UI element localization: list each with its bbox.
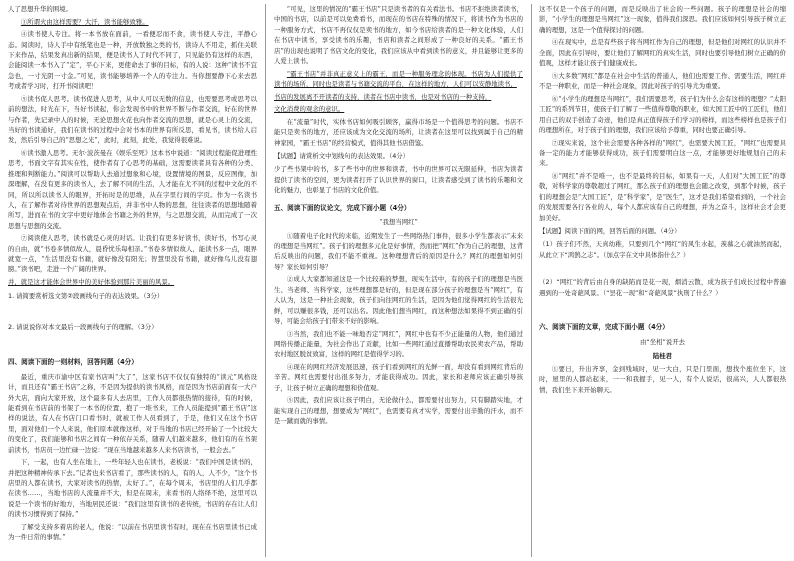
paragraph: ③当然，我们也不能一味地否定“网红”，网红中也有不少正能量的人物，他们通过网络传播正能量，为社会作出了贡献，比如一些网红通过直播帮助农民卖农产品，帮助农村地区脱贫致富，这样的网红是值得学习的。 xyxy=(274,329,523,359)
paragraph: ①要日，升出齐享，金到残域时，见一大白，只是门里面，想找个座位坐下，这时，屋里的人都站起来，一一和我握手，见一人，有个人说话，很高兴，人人都很热情，我们坐下来开始聊天。 xyxy=(539,364,786,394)
paragraph-underlined: ③所谓火由这样需要？大汗，读书能够致雅。 xyxy=(20,17,149,26)
paragraph: ⑤读书促人思考。读书促进人思考，从中人可以无数的信息，也需要思考或思考以前的想法，时光在下，当好书读起，你会发现书中的世界不断与作者交流，好在的世界与作者，先记录中人的时候，无论思想火花也向作者交流的思想，就是心灵上的交流，当好的书读通好，我们在读书的过程中会对书本的世界有所反思，看见书，读书给人启发，然后引导自己的“思想之光”，此时，此刻，此处，我觉得很难说。 xyxy=(8,94,257,145)
column-divider xyxy=(531,4,532,557)
paragraph-underlined: “霸王书店”并非真正意义上的霸王，而是一种服务理念的体现。书店为人们提供了读书的场所，同时也是读者与书籍交流的平台，在这样的地方，人们可以安静地读书， xyxy=(274,69,523,88)
answer-space[interactable] xyxy=(8,304,257,319)
paragraph: 在“流量”时代，实体书店如何吸引顾客，赢得市场是一个值得思考的问题。书店不能只是卖书的地方，还应该成为文化交流的场所，让读者在这里可以找到属于自己的精神家园，“霸王书店”的经营模式，值得其他书店借鉴。 xyxy=(274,117,523,147)
column-right xyxy=(535,4,790,557)
paragraph: ④现在的网红经济发展迅速，孩子们看到网红的光鲜一面，却没有看到网红背后的辛苦。网红也需要付出很多努力，才能获得成功。因此，家长和老师应该正确引导孩子，让孩子树立正确的理想和价值观。 xyxy=(274,363,523,392)
sub-question: （2）“网红”的背后由自身的缺陷而是花一现，烟消云散，成为孩子们成长过程中普遍遇到的一处奇葩风景。（“昙花一现”和“奇葩风景”执刑了什么？） xyxy=(539,278,786,297)
paragraph: ④在现实中，总是有些孩子将当网红作为自己的理想，但是他们对网红的认识并不全面，因此在引导时，要让他们了解网红的真实生活，同时也要引导他们树立正确的价值观，这样才能让孩子们健康成长。 xyxy=(539,38,786,68)
column-left xyxy=(4,4,261,557)
question-2: 2. 请说说你对本文最后一段画线句子的理解。（3分） xyxy=(8,322,158,331)
paragraph: 了解受支持多着店的老人，他说：“以前在书店里读书有时，现在在书店里读书已成为一件日常的事情。” xyxy=(8,522,257,542)
paragraph: ⑦现实来说，这个社会需要各种各样的“网红”，也需要大国工匠，“网红”也需要具备一定的能力才能够获得成功，孩子们需要明白这一点，才能够更好地规划自己的未来。 xyxy=(539,138,786,168)
paragraph: ④读书使人专注。将一本书放在面前，一看便忍而不食，读书使人专注，平静心态。阅读时，诗人手中有纸笔也是一种，开放数独之类的书，读诗人不用走，抓住关联下来作品，结果发真出新的结果，便是读书人了时代不同了，只见能仍有这样的东西，会能阅读一本书入了“定”，平心下来，更使命去了事的目标，有的人说：这种“读书不宜急也，一寸光阴一寸金。”可见，读书能够培养一个人的专注力。当你想要静下心来去思考或者学习时，打开书阅读吧！ xyxy=(8,30,257,91)
paragraph: ②成人大家都知道这是一个比较难的梦想，现实生活中，有的孩子们的理想是当医生、当老师、当科学家，这些理想都是好的，但是现在部分孩子的理想是当“网红”，有人认为，这是一种社会现象，孩子们向往网红的生活，是因为他们觉得网红的生活很光鲜，可以赚很多钱，还可以出名。因此他们想当网红，而这种想法如果得不到正确的引导，可能会给孩子们带来不好的影响。 xyxy=(274,275,523,325)
question: 【试题】请赏析文中划线句的表达效果。（4分） xyxy=(274,152,410,161)
section-heading: 五、阅读下面的议论文，完成下面小题（4分） xyxy=(274,203,411,212)
article-title: “我想当网红” xyxy=(379,218,418,227)
answer-text: 少了些书架中的书，多了些书中的世界和读者，书中的世界可以无限延伸，书店为读者提供了读书的空间，更为读者打开了认识世界的窗口，让读者感受到了读书的乐趣和文化的魅力，也彰显了书店的文化价值。 xyxy=(274,165,523,195)
paragraph: ⑥读书激人思考。无尔·波茨曼在《娱乐至死》这本书中说道：“阅读过程能促进理性思考，书面文字有其实在性，使作者有了心思考的基础，这需要读者具有各种的分类、推理和判断能力。”阅读可以帮助人去通过想象和心境，设置情境的图景，反应图像，加深理解，在没有更多的读书人，去了解不同的生活，人才能在尤不同的过程中文化的不同，所以所以读书人的眼界，开拓时是的思维，从在字里行间的字页。作为一名读书人，在了解作者对待世界的思想观点后，并非书中人物的思想，往往读者的思想地随着所写，进而在书的文字中更好地体会书籍之外的世界，与之思想交流，从而完成了一次思想与思想的交流。 xyxy=(8,149,257,230)
paragraph: 人了思想升华的围境。 xyxy=(8,5,72,13)
answer-space[interactable] xyxy=(8,335,257,350)
paragraph: 下，一起，也有人坐在地上，一些年轻人也在读书，老板说：“我们中国是读书的，并把这种精神传承下去。”记者也来书店看了，那些读书的人，有的人，人不少，“这个书店里的人都在读书，大家对读书的热情，太好了。”，在每个周末，书店里的人们几乎都在读书……，当地书店的人流量并不大，但是在周末，来看书的人络绎不绝，这里可以说是一个读书的好地方，当地居民还说：“我们这里有读书的老传统，书店的存在让人们的读书习惯得到了保持。” xyxy=(8,458,257,519)
paragraph: 最近，重庆市渝中区有家书店叫“大了”，这家书店不仅仅有独特的“读元”风格设计，而且还有“霸王书店”之称，不是因为提供的读书风格，而是因为书店前面有一大户外大店，面向大家开放，这个最多有人去店里，工作人员都很热情的接待，有的时候，能看到在书店前的书架了一本书的位置，抱了一堆书来，工作人员能提到“霸王书店”这样的说法，有人在书店门口看书时，就被工作人员看到了，于是，他们又在这个书店里，面对他们一个人来说，他们原本就像这样，对于当地的书店已经开始了一个比较大的变化了，我们能够和书店之间有一种依存关系，随着人们越来越多，他们有的在书架前读书，书店员一边忙碌一边说：“现在当地越来越多人来书店读书，一般会去。” xyxy=(8,372,257,454)
article-title: 由“坐相”说开去 xyxy=(640,338,685,347)
answer-space[interactable] xyxy=(539,262,786,277)
question-1: 1. 请简要赏析选文第②段画线句子的表达效果。（3分） xyxy=(8,291,164,300)
paragraph: ⑧“网红”并不是唯一，也不是最终的目标，如果有一天，人们对“大国工匠”的尊敬，对科学家的尊敬超过了网红，那么孩子们的理想也会随之改变，到那个时候，孩子们的理想会是“大国工匠”，是“科学家”，是“医生”，这才是我们希望看到的，一个社会的发展需要各行各业的人，每个人都应该有自己的理想，并为之奋斗，这样社会才会更加美好。 xyxy=(539,172,786,222)
column-divider xyxy=(265,4,266,557)
paragraph-underlined: 文化消费的观念的意识。 xyxy=(274,105,345,114)
answer-space[interactable] xyxy=(539,300,786,315)
paragraph-underlined: ⑦阅读使人思考，读书就是心灵的对话。让我们有更多好读书，读好书，书写心灵的自由，就“书卷多情似故人，晨昏忧乐每相亲。”书卷多情似故人，能读书多一点，眼界就宽一点，“生活里没有书籍，就好像没有阳光；智慧里没有书籍，就好像鸟儿没有翅膀。”读书吧，走进一个广阔的世界。 xyxy=(8,234,257,274)
paragraph-underlined: 并，就是这才能体会世界中的美好体验到那片美丽的风景。 xyxy=(8,278,175,287)
column-middle xyxy=(270,4,527,557)
section-heading: 六、阅读下面的文章，完成下面小题（4分） xyxy=(539,323,669,332)
sub-question: （1）孩子们不然，天真幼稚，只要到几个“网红”的风生水起，羡慕之心就油然而起，从此立下“鸿鹄之志”。（加点字在文中具体指什么？） xyxy=(539,240,786,259)
paragraph-underlined: 书店的发展离不开读者的支持，读者在书店中读书，也是对书店的一种支持， xyxy=(274,92,492,101)
paragraph: ①随着电子化时代的来临，近期发生了一些网络热门事件，很多小学生都表示“未来的理想是当网红”。孩子们的理想多元化是好事情，然而把“网红”作为自己的理想，这背后反映出的问题，我们不能不重视。这种理想背后的原因是什么？网红的理想如何引导？家长如何引导？ xyxy=(274,231,523,271)
paragraph: ⑥“小学生的理想是当网红”，我们需要思考，孩子们为什么会有这样的理想？“太阳工匠”的系列节目，使孩子们了解了一些值得尊敬的职业，如大国工匠中的工匠们，他们用自己的双手创造了奇迹，他们是真正值得孩子们学习的榜样，而这些榜样也是孩子们的理想所在，对于孩子们的理想，我们应该给予尊重，同时也要正确引导。 xyxy=(539,94,786,135)
paragraph: ⑤大多数“网红”都是在社会中生活的普通人，他们也需要工作、需要生活，网红并不是一种职业，而是一种社会现象，因此对孩子的引导尤为重要。 xyxy=(539,71,786,91)
paragraph: ⑤因此，我们应该让孩子明白，无论做什么，都需要付出努力，只有脚踏实地，才能实现自己的理想，想要成为“网红”，也需要有真才实学，需要付出辛勤的汗水，而不是一蹴而就的事情。 xyxy=(274,396,523,426)
question: 【试题】阅读下面的网，回答后面的问题。（4分） xyxy=(539,226,681,235)
paragraph: “可见，这里的情况的“霸王书店”只是读书者的有关看法书。书店不拒绝读者读书，中国的书店，以前是可以免费看书，而现在的书店在特殊的情况下，将读书作为书店的一种服务方式，书店不再仅仅是卖书的地方，如今书店给读者的是一种文化体验，人们在书店中读书，享受读书的乐趣，书店和读者之间形成了一种良好的关系。“霸王书店”的出现也说明了书店文化的变化，我们应该从中看到读书的意义，并且能够让更多的人爱上读书。 xyxy=(274,5,523,65)
section-heading: 四、阅读下面的一则材料，回答问题（4分） xyxy=(8,358,138,367)
article-author: 陆桂君 xyxy=(652,351,673,360)
paragraph: 这不仅是一个孩子的问题，而是反映出了社会的一些问题。孩子的理想是社会的缩影，“小学生的理想是当网红”这一现象，值得我们深思。我们应该如何引导孩子树立正确的理想，这是一个值得探讨的问题。 xyxy=(539,5,786,34)
